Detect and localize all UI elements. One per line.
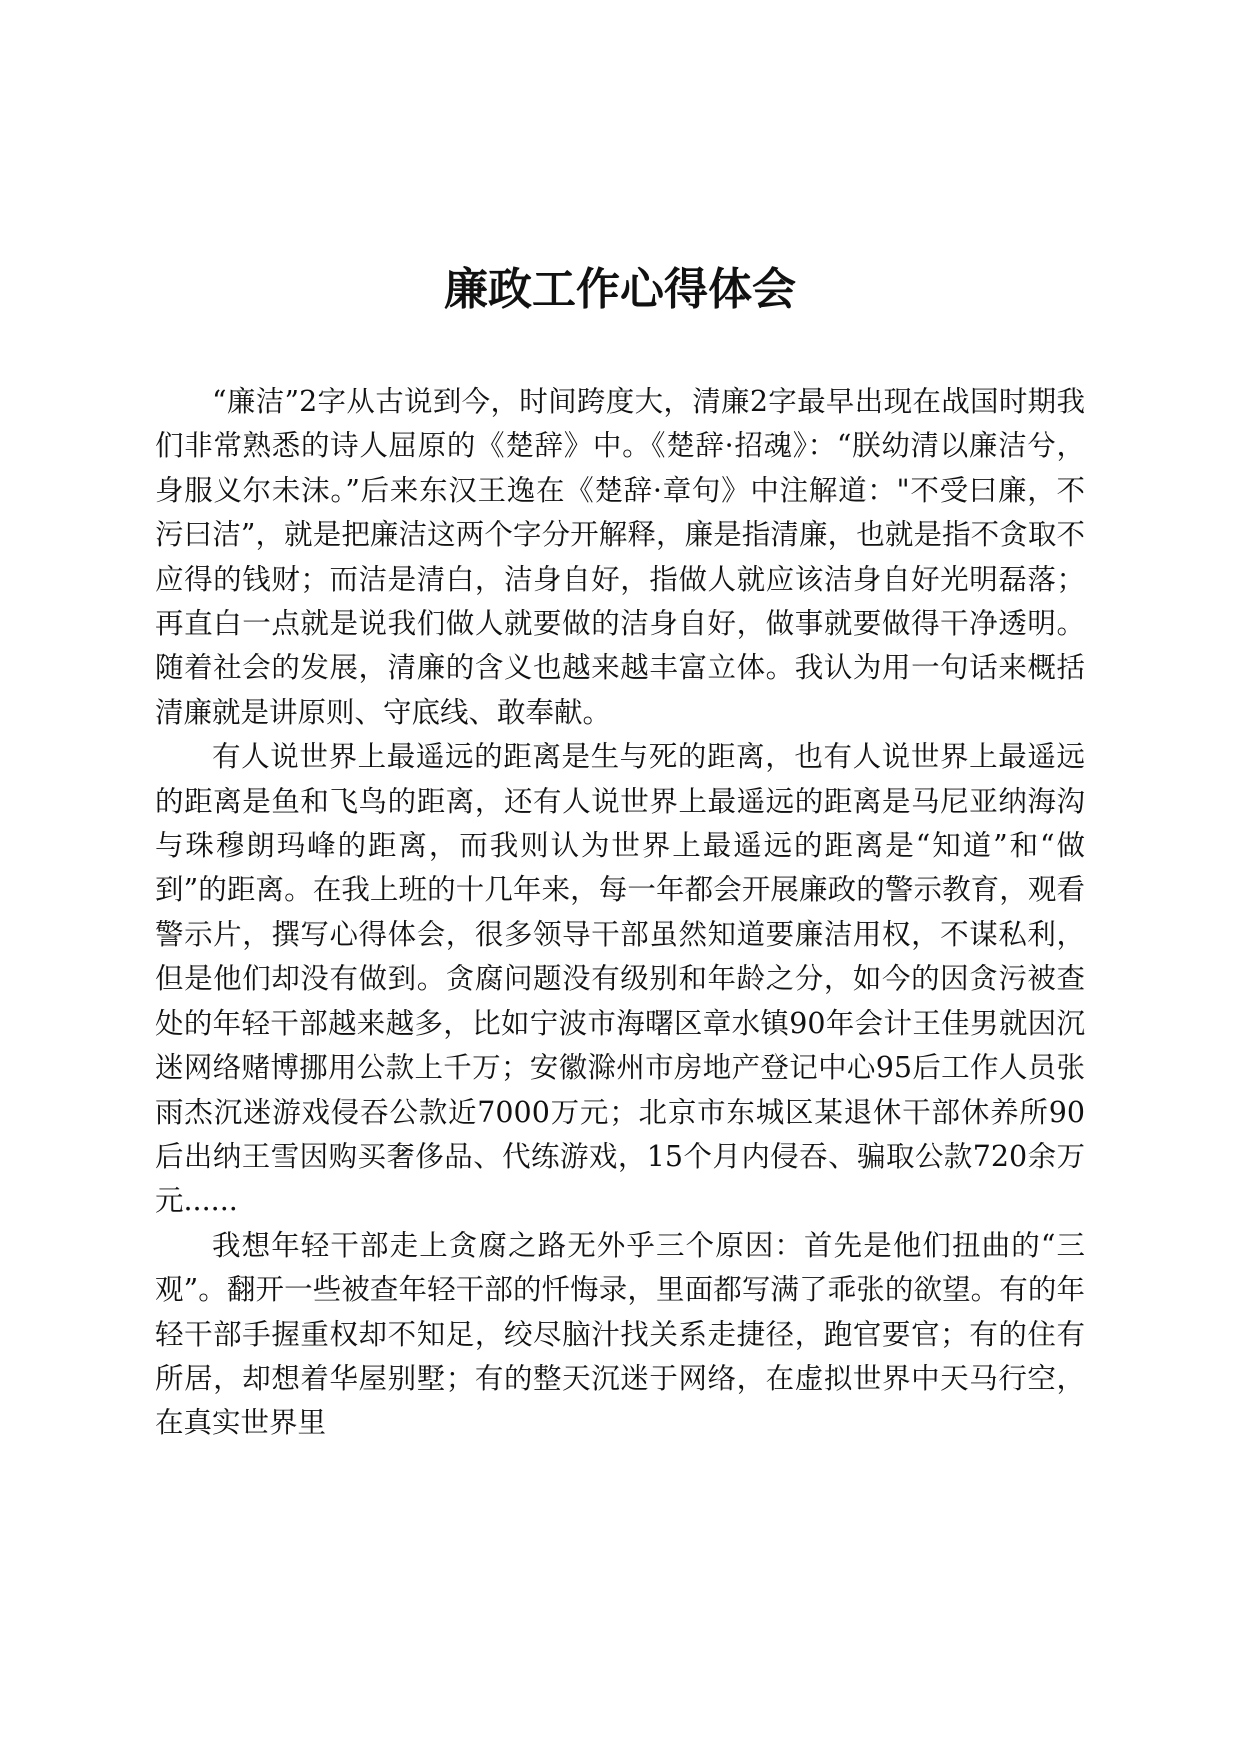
paragraph-3: 我想年轻干部走上贪腐之路无外乎三个原因：首先是他们扭曲的“三观”。翻开一些被查年轻干部的忏悔录，里面都写满了乖张的欲望。有的年轻干部手握重权却不知足，绞尽脑汁找关系走捷径，跑官要官；有的住有所居，却想着华屋别墅；有的整天沉迷于网络，在虚拟世界中天马行空，在真实世界里 bbox=[155, 1228, 1085, 1440]
paragraph-2: 有人说世界上最遥远的距离是生与死的距离，也有人说世界上最遥远的距离是鱼和飞鸟的距离，还有人说世界上最遥远的距离是马尼亚纳海沟与珠穆朗玛峰的距离，而我则认为世界上最遥远的距离是“知道”和“做到”的距离。在我上班的十几年来，每一年都会开展廉政的警示教育，观看警示片，撰写心得体会，很多领导干部虽然知道要廉洁用权，不谋私利，但是他们却没有做到。贪腐问题没有级别和年龄之分，如今的因贪污被查处的年轻干部越来越多，比如宁波市海曙区章水镇90年会计王佳男就因沉迷网络赌博挪用公款上千万；安徽滁州市房地产登记中心95后工作人员张雨杰沉迷游戏侵吞公款近7000万元；北京市东城区某退休干部休养所90后出纳王雪因购买奢侈品、代练游戏，15个月内侵吞、骗取公款720余万元...... bbox=[155, 740, 1085, 1218]
document-body bbox=[155, 380, 1085, 1446]
document-title: 廉政工作心得体会 bbox=[444, 264, 796, 315]
paragraph-1: “廉洁”2字从古说到今，时间跨度大，清廉2字最早出现在战国时期我们非常熟悉的诗人屈原的《楚辞》中。《楚辞·招魂》：“朕幼清以廉洁兮，身服义尔未沫。”后来东汉王逸在《楚辞·章句》中注解道："不受曰廉，不污曰洁”，就是把廉洁这两个字分开解释，廉是指清廉，也就是指不贪取不应得的钱财；而洁是清白，洁身自好，指做人就应该洁身自好光明磊落；再直白一点就是说我们做人就要做的洁身自好，做事就要做得干净透明。随着社会的发展，清廉的含义也越来越丰富立体。我认为用一句话来概括清廉就是讲原则、守底线、敢奉献。 bbox=[155, 385, 1085, 729]
